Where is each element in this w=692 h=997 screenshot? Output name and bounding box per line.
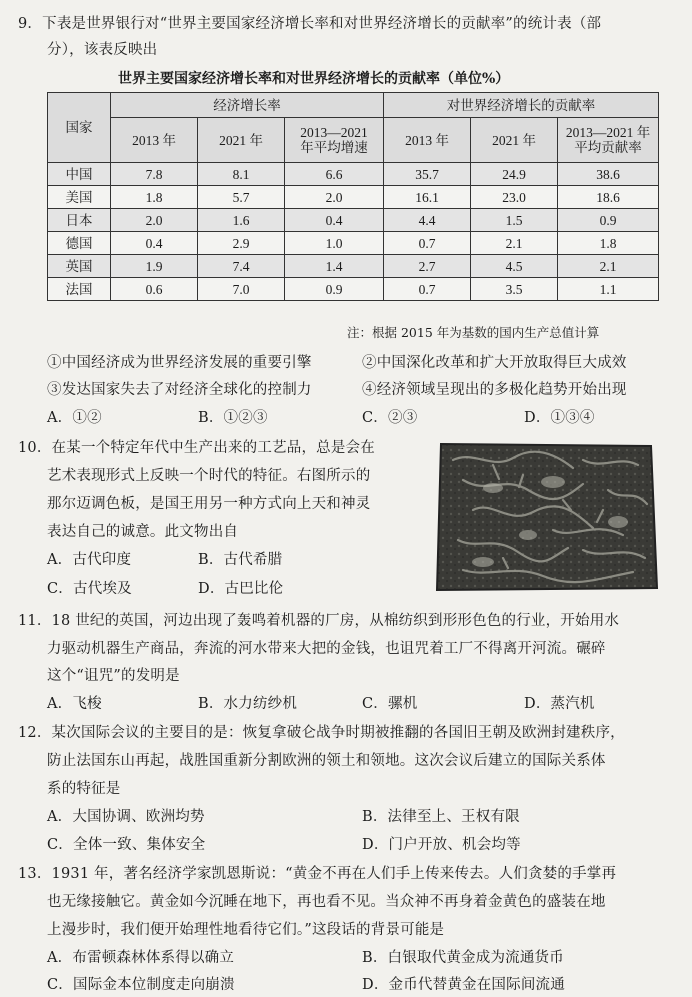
cell: 7.0 — [198, 278, 285, 301]
q11-line3: 这个“诅咒”的发明是 — [47, 668, 180, 684]
col-header: 2021 年 — [198, 118, 285, 163]
cell: 0.7 — [384, 278, 471, 301]
q12-line1: 12．某次国际会议的主要目的是：恢复拿破仑战争时期被推翻的各国旧王朝及欧洲封建秩序， — [18, 725, 625, 741]
cell: 0.7 — [384, 232, 471, 255]
cell: 35.7 — [384, 163, 471, 186]
cell: 7.4 — [198, 255, 285, 278]
col-header: 2013—2021 年 平均贡献率 — [558, 118, 659, 163]
q13-line3: 上漫步时，我们便开始理性地看待它们。”这段话的背景可能是 — [47, 922, 445, 938]
q12-line2: 防止法国东山再起，战胜国重新分割欧洲的领土和领地。这次会议后建立的国际关系体 — [47, 753, 606, 769]
cell: 0.4 — [111, 232, 198, 255]
col-group-contribution: 对世界经济增长的贡献率 — [384, 93, 659, 118]
q13-line1: 13．1931 年，著名经济学家凯恩斯说：“黄金不再在人们手上传来传去。人们贪婪的手掌再 — [18, 866, 617, 882]
table-title: 世界主要国家经济增长率和对世界经济增长的贡献率（单位%） — [118, 71, 510, 87]
col-header: 2013 年 — [111, 118, 198, 163]
q12-line3: 系的特征是 — [47, 781, 121, 797]
q13-option-c[interactable]: C．国际金本位制度走向崩溃 — [47, 977, 235, 993]
q9-option-c[interactable]: C．②③ — [362, 410, 418, 426]
statement-2: ②中国深化改革和扩大开放取得巨大成效 — [362, 355, 627, 371]
cell: 4.4 — [384, 209, 471, 232]
cell: 2.9 — [198, 232, 285, 255]
cell: 0.9 — [558, 209, 659, 232]
q11-option-b[interactable]: B．水力纺纱机 — [198, 696, 298, 712]
q11-line1: 11．18 世纪的英国，河边出现了轰鸣着机器的厂房，从棉纺织到形形色色的行业，开始用水 — [18, 613, 620, 629]
cell: 5.7 — [198, 186, 285, 209]
table-row — [48, 278, 659, 301]
cell: 2.1 — [471, 232, 558, 255]
q13-line2: 也无缘接触它。黄金如今沉睡在地下，再也看不见。当众神不再身着金黄色的盛装在地 — [47, 894, 606, 910]
narmer-palette-image — [433, 440, 659, 594]
cell: 8.1 — [198, 163, 285, 186]
q9-option-b[interactable]: B．①②③ — [198, 410, 268, 426]
q11-option-d[interactable]: D．蒸汽机 — [524, 696, 595, 712]
q13-option-d[interactable]: D．金币代替黄金在国际间流通 — [362, 977, 565, 993]
table-row — [48, 209, 659, 232]
cell: 3.5 — [471, 278, 558, 301]
col-header-country: 国家 — [48, 93, 111, 163]
cell: 4.5 — [471, 255, 558, 278]
cell: 1.0 — [285, 232, 384, 255]
cell-country: 德国 — [48, 232, 111, 255]
cell: 0.9 — [285, 278, 384, 301]
cell: 1.8 — [558, 232, 659, 255]
q10-option-d[interactable]: D．古巴比伦 — [198, 581, 284, 597]
statement-4: ④经济领域呈现出的多极化趋势开始出现 — [362, 382, 627, 398]
col-group-growth: 经济增长率 — [111, 93, 384, 118]
cell: 23.0 — [471, 186, 558, 209]
q12-option-c[interactable]: C．全体一致、集体安全 — [47, 837, 206, 853]
cell: 6.6 — [285, 163, 384, 186]
q11-option-a[interactable]: A．飞梭 — [47, 696, 102, 712]
cell: 1.1 — [558, 278, 659, 301]
q10-line1: 10．在某一个特定年代中生产出来的工艺品，总是会在 — [18, 440, 375, 456]
q10-option-a[interactable]: A．古代印度 — [47, 552, 132, 568]
cell: 38.6 — [558, 163, 659, 186]
q10-option-c[interactable]: C．古代埃及 — [47, 581, 132, 597]
cell-country: 美国 — [48, 186, 111, 209]
col-header: 2013 年 — [384, 118, 471, 163]
table-row — [48, 186, 659, 209]
cell: 1.9 — [111, 255, 198, 278]
statement-3: ③发达国家失去了对经济全球化的控制力 — [47, 382, 312, 398]
q9-option-a[interactable]: A．①② — [47, 410, 102, 426]
cell: 0.6 — [111, 278, 198, 301]
cell: 7.8 — [111, 163, 198, 186]
statement-1: ①中国经济成为世界经济发展的重要引擎 — [47, 355, 312, 371]
q9-option-d[interactable]: D．①③④ — [524, 410, 595, 426]
q10-option-b[interactable]: B．古代希腊 — [198, 552, 283, 568]
q9-stem-line2: 分），该表反映出 — [47, 42, 158, 58]
cell: 2.1 — [558, 255, 659, 278]
q10-line3: 那尔迈调色板，是国王用另一种方式向上天和神灵 — [47, 496, 371, 512]
cell: 1.8 — [111, 186, 198, 209]
col-header: 2021 年 — [471, 118, 558, 163]
cell: 1.4 — [285, 255, 384, 278]
stats-table — [47, 92, 659, 301]
q13-option-b[interactable]: B．白银取代黄金成为流通货币 — [362, 950, 564, 966]
q13-option-a[interactable]: A．布雷顿森林体系得以确立 — [47, 950, 235, 966]
table-note: 注：根据 2015 年为基数的国内生产总值计算 — [347, 325, 600, 340]
cell: 16.1 — [384, 186, 471, 209]
q10-line4: 表达自己的诚意。此文物出自 — [47, 524, 239, 540]
q10-line2: 艺术表现形式上反映一个时代的特征。右图所示的 — [47, 468, 371, 484]
cell-country: 中国 — [48, 163, 111, 186]
q9-stem-line1: 9．下表是世界银行对“世界主要国家经济增长率和对世界经济增长的贡献率”的统计表（部 — [18, 16, 602, 32]
q12-option-a[interactable]: A．大国协调、欧洲均势 — [47, 809, 205, 825]
cell-country: 日本 — [48, 209, 111, 232]
q12-option-b[interactable]: B．法律至上、王权有限 — [362, 809, 520, 825]
table-row — [48, 255, 659, 278]
cell: 24.9 — [471, 163, 558, 186]
q11-option-c[interactable]: C．骡机 — [362, 696, 418, 712]
cell: 1.6 — [198, 209, 285, 232]
cell-country: 法国 — [48, 278, 111, 301]
table-row — [48, 232, 659, 255]
cell: 0.4 — [285, 209, 384, 232]
cell: 1.5 — [471, 209, 558, 232]
cell: 2.7 — [384, 255, 471, 278]
cell: 2.0 — [111, 209, 198, 232]
q11-line2: 力驱动机器生产商品，奔流的河水带来大把的金钱，也诅咒着工厂不得离开河流。碾碎 — [47, 641, 606, 657]
q12-option-d[interactable]: D．门户开放、机会均等 — [362, 837, 521, 853]
col-header: 2013—2021 年平均增速 — [285, 118, 384, 163]
cell: 2.0 — [285, 186, 384, 209]
cell-country: 英国 — [48, 255, 111, 278]
table-row — [48, 163, 659, 186]
cell: 18.6 — [558, 186, 659, 209]
